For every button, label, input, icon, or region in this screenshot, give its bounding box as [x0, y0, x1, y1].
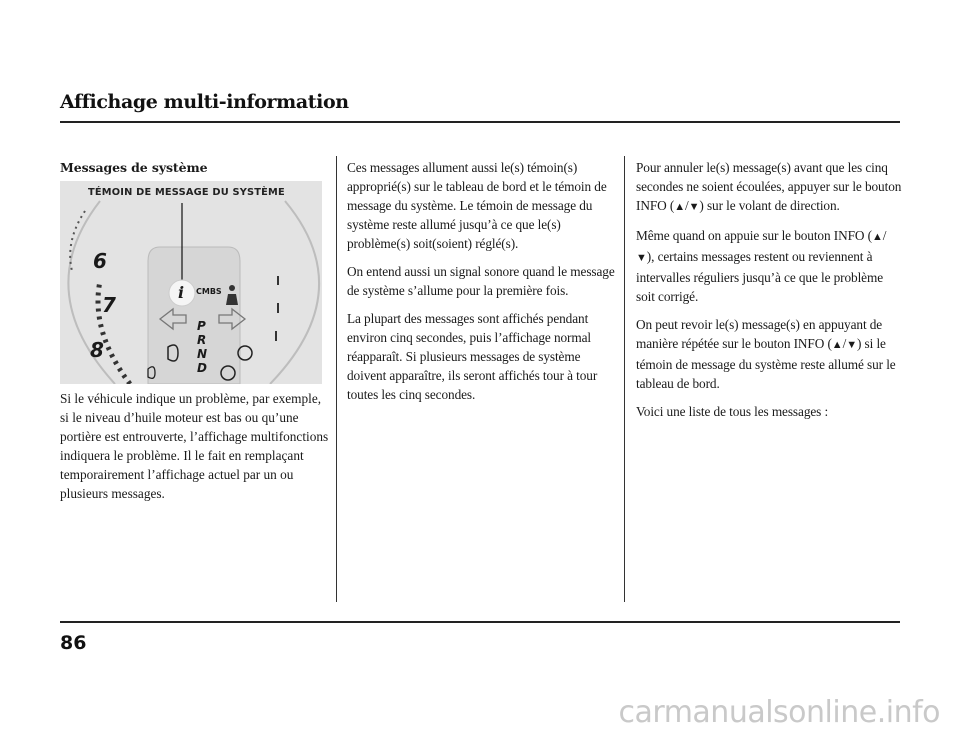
col3-p3-end: ) si le témoin de message du système reste allumé sur le tableau de bord.: [636, 336, 896, 391]
info-icon: i: [178, 283, 185, 302]
gear-n: N: [197, 347, 208, 361]
arrow-up-icon: ▲: [871, 231, 883, 243]
column-divider-1: [336, 156, 337, 602]
col2-paragraph-2: On entend aussi un signal sonore quand le message de système s’allume pour la première fois.: [347, 264, 615, 298]
col3-p1-start: Pour annuler le(s) message(s) avant que les cinq secondes ne soient écoulées, appuyer sur le bouton INFO (: [636, 160, 902, 213]
cmbs-icon: CMBS: [196, 287, 222, 296]
arrow-down-icon: ▼: [636, 252, 647, 264]
col3-p3-start: On peut revoir le(s) message(s) en appuyant de manière répétée sur le bouton INFO (: [636, 317, 883, 351]
gear-r: R: [197, 333, 207, 347]
diagram-label: TÉMOIN DE MESSAGE DU SYSTÈME: [88, 187, 285, 198]
page-title: Affichage multi-information: [60, 91, 349, 113]
column-divider-2: [624, 156, 625, 602]
arrow-up-icon: ▲: [831, 339, 843, 351]
instrument-cluster-diagram: [60, 181, 322, 384]
col1-paragraph: Si le véhicule indique un problème, par exemple, si le niveau d’huile moteur est bas ou qu’une portière est entrouverte, l’affichage multifonctions indiquera le problème. Il le fait en remplaçant temporairement l’affichage actuel par un ou plusieurs messages.: [60, 391, 329, 501]
col3-p1-end: ) sur le volant de direction.: [699, 198, 840, 213]
col3-paragraph-4: Voici une liste de tous les messages :: [636, 404, 829, 419]
column-2: [347, 158, 615, 413]
watermark: carmanualsonline.info: [618, 695, 940, 730]
col2-paragraph-1: Ces messages allument aussi le(s) témoin(s) approprié(s) sur le tableau de bord et le témoin de message du système. Le témoin de message du système reste allumé jusqu’à ce que le(s) problème(s) soit(soient) réglé(s).: [347, 160, 607, 251]
column-3: [636, 158, 902, 430]
column-1: [60, 158, 330, 180]
slash-text: /: [684, 198, 689, 213]
gear-d: D: [197, 361, 207, 375]
col3-paragraph-3: [636, 315, 902, 393]
gauge-number-6: 6: [93, 249, 107, 273]
col3-p2-end: ), certains messages restent ou reviennent à intervalles réguliers jusqu’à ce que le problème soit corrigé.: [636, 249, 884, 304]
page-number: 86: [60, 632, 87, 654]
col3-paragraph-1: [636, 158, 902, 217]
col3-p2-start: Même quand on appuie sur le bouton INFO (: [636, 228, 872, 243]
col3-paragraph-2: [636, 226, 902, 306]
col2-paragraph-3: La plupart des messages sont affichés pendant environ cinq secondes, puis l’affichage normal réapparaît. Si plusieurs messages de système doivent apparaître, ils seront affichés tour à tour toutes les cinq secondes.: [347, 311, 598, 402]
footer-rule: [60, 621, 900, 623]
gauge-number-8: 8: [90, 338, 104, 362]
header-rule: [60, 121, 900, 123]
gear-p: P: [197, 319, 206, 333]
section-heading: Messages de système: [60, 160, 208, 175]
gauge-number-7: 7: [102, 293, 116, 317]
arrow-down-icon: ▼: [846, 339, 857, 351]
arrow-up-icon: ▲: [674, 201, 685, 213]
slash-text: /: [882, 228, 887, 243]
slash-text: /: [842, 336, 847, 351]
arrow-down-icon: ▼: [688, 201, 700, 213]
